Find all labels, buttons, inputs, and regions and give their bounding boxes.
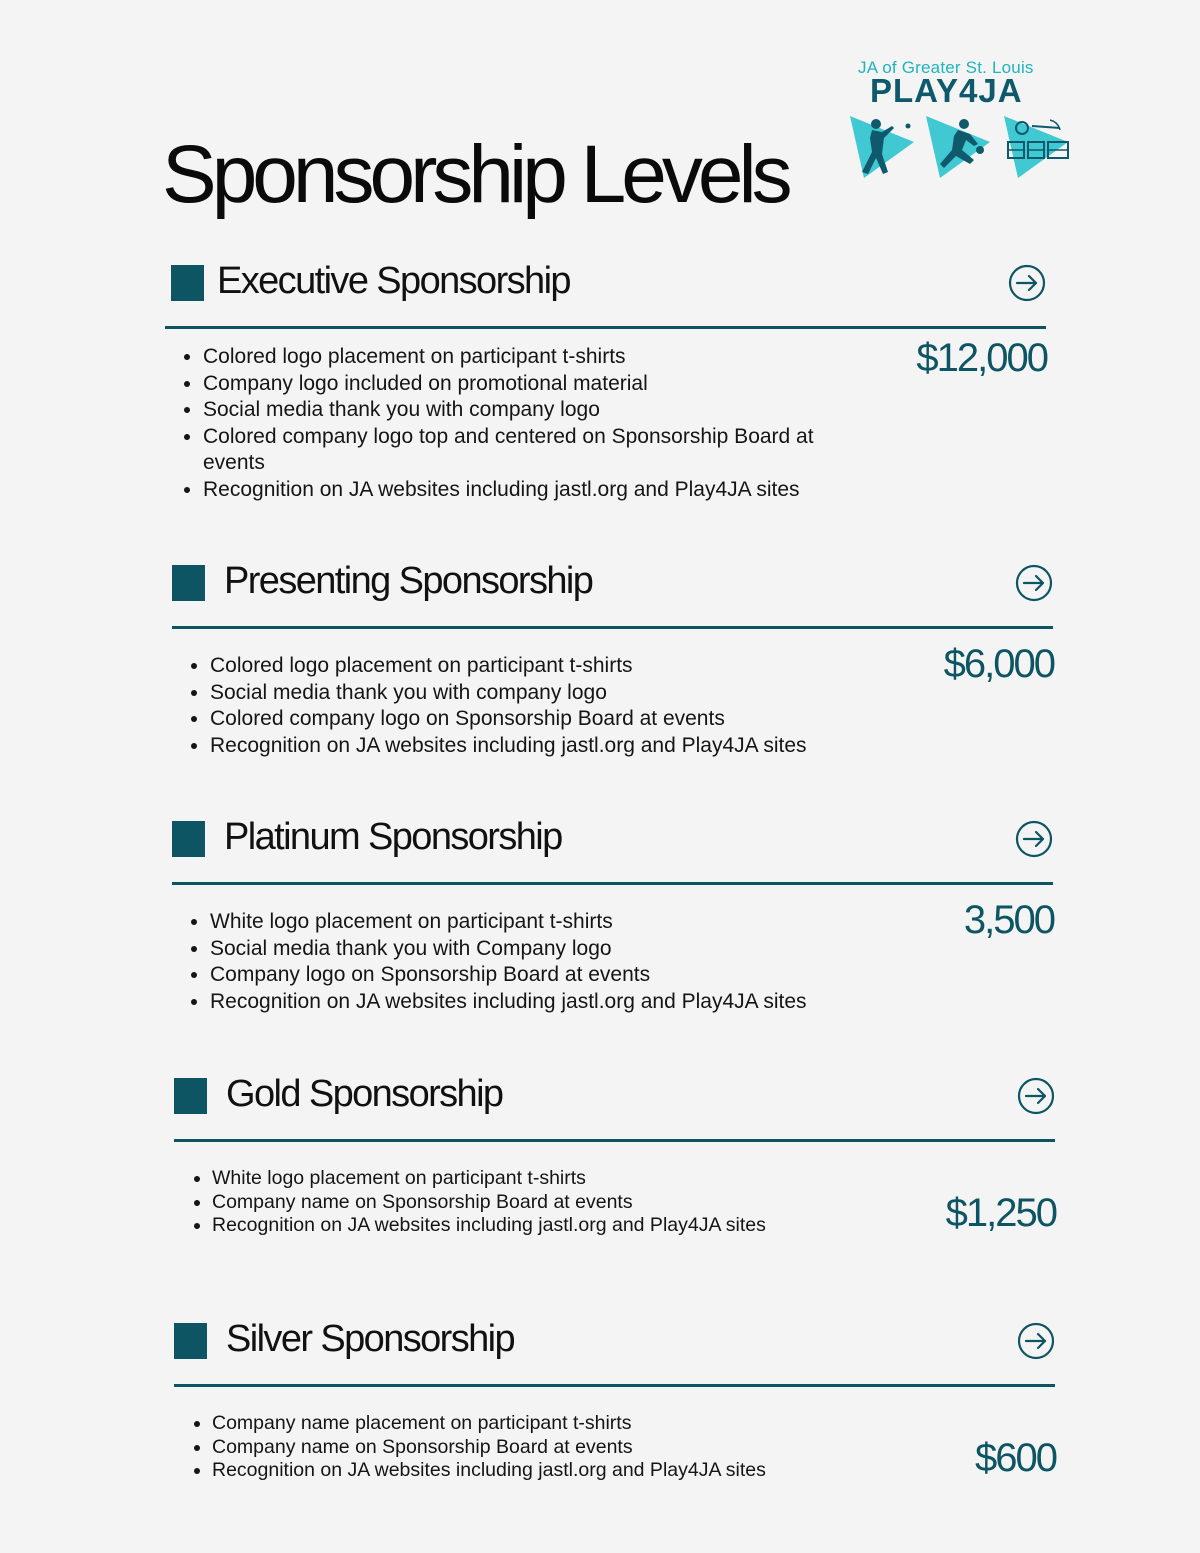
section-marker xyxy=(172,821,205,857)
page-title: Sponsorship Levels xyxy=(162,129,788,220)
list-item: • Recognition on JA websites including jastl.org and Play4JA sites xyxy=(210,733,910,760)
pickleball-player-icon xyxy=(850,116,914,178)
section-divider xyxy=(172,626,1053,629)
section-presenting xyxy=(172,562,1062,772)
section-title: Gold Sponsorship xyxy=(226,1073,503,1115)
section-executive xyxy=(165,262,1055,512)
benefit-list xyxy=(186,909,910,1015)
list-item: • Recognition on JA websites including jastl.org and Play4JA sites xyxy=(212,1459,912,1483)
logo-icons xyxy=(846,114,1072,186)
benefit-list xyxy=(188,1412,912,1483)
list-item: • Recognition on JA websites including jastl.org and Play4JA sites xyxy=(203,477,863,504)
benefit-list xyxy=(188,1167,912,1238)
section-title: Silver Sponsorship xyxy=(226,1318,515,1360)
section-gold xyxy=(174,1075,1064,1275)
list-item: • Colored company logo on Sponsorship Board at events xyxy=(210,706,910,733)
section-divider xyxy=(174,1139,1055,1142)
list-item: • Company logo on Sponsorship Board at events xyxy=(210,962,910,989)
price: 3,500 xyxy=(963,898,1054,942)
list-item: • Company logo included on promotional material xyxy=(203,371,863,398)
list-item: • Company name placement on participant t-shirts xyxy=(212,1412,912,1436)
section-marker xyxy=(174,1078,207,1114)
price: $6,000 xyxy=(943,642,1054,686)
arrow-circle-icon[interactable] xyxy=(1016,1076,1056,1116)
section-marker xyxy=(172,565,205,601)
section-marker xyxy=(171,265,204,301)
price: $1,250 xyxy=(945,1191,1056,1235)
benefit-list xyxy=(186,653,910,759)
section-marker xyxy=(174,1323,207,1359)
price: $12,000 xyxy=(916,336,1047,380)
list-item: • Colored company logo top and centered on Sponsorship Board at events xyxy=(203,424,863,477)
play4ja-logo xyxy=(846,56,1072,186)
section-title: Platinum Sponsorship xyxy=(224,816,562,858)
list-item: • White logo placement on participant t-shirts xyxy=(212,1167,912,1191)
arrow-circle-icon[interactable] xyxy=(1007,263,1047,303)
arrow-circle-icon[interactable] xyxy=(1014,819,1054,859)
section-title: Presenting Sponsorship xyxy=(224,560,593,602)
section-platinum xyxy=(172,818,1062,1028)
logo-brand-name: PLAY4JA xyxy=(870,72,1023,109)
list-item: • Recognition on JA websites including jastl.org and Play4JA sites xyxy=(212,1214,912,1238)
price: $600 xyxy=(975,1436,1056,1480)
cornhole-icon xyxy=(1004,116,1068,178)
section-divider xyxy=(172,882,1053,885)
section-divider xyxy=(174,1384,1055,1387)
list-item: • Colored logo placement on participant t-shirts xyxy=(203,344,863,371)
arrow-circle-icon[interactable] xyxy=(1016,1321,1056,1361)
arrow-circle-icon[interactable] xyxy=(1014,563,1054,603)
list-item: • Social media thank you with company logo xyxy=(203,397,863,424)
list-item: • Company name on Sponsorship Board at events xyxy=(212,1191,912,1215)
logo-org-name: JA of Greater St. Louis xyxy=(858,58,1034,77)
section-title: Executive Sponsorship xyxy=(217,260,570,302)
list-item: • Social media thank you with Company logo xyxy=(210,936,910,963)
bowling-player-icon xyxy=(926,116,990,178)
list-item: • Recognition on JA websites including jastl.org and Play4JA sites xyxy=(210,989,910,1016)
section-divider xyxy=(165,326,1046,329)
list-item: • Company name on Sponsorship Board at events xyxy=(212,1436,912,1460)
list-item: • White logo placement on participant t-shirts xyxy=(210,909,910,936)
benefit-list xyxy=(179,344,863,503)
section-silver xyxy=(174,1320,1064,1520)
list-item: • Colored logo placement on participant t-shirts xyxy=(210,653,910,680)
list-item: • Social media thank you with company logo xyxy=(210,680,910,707)
